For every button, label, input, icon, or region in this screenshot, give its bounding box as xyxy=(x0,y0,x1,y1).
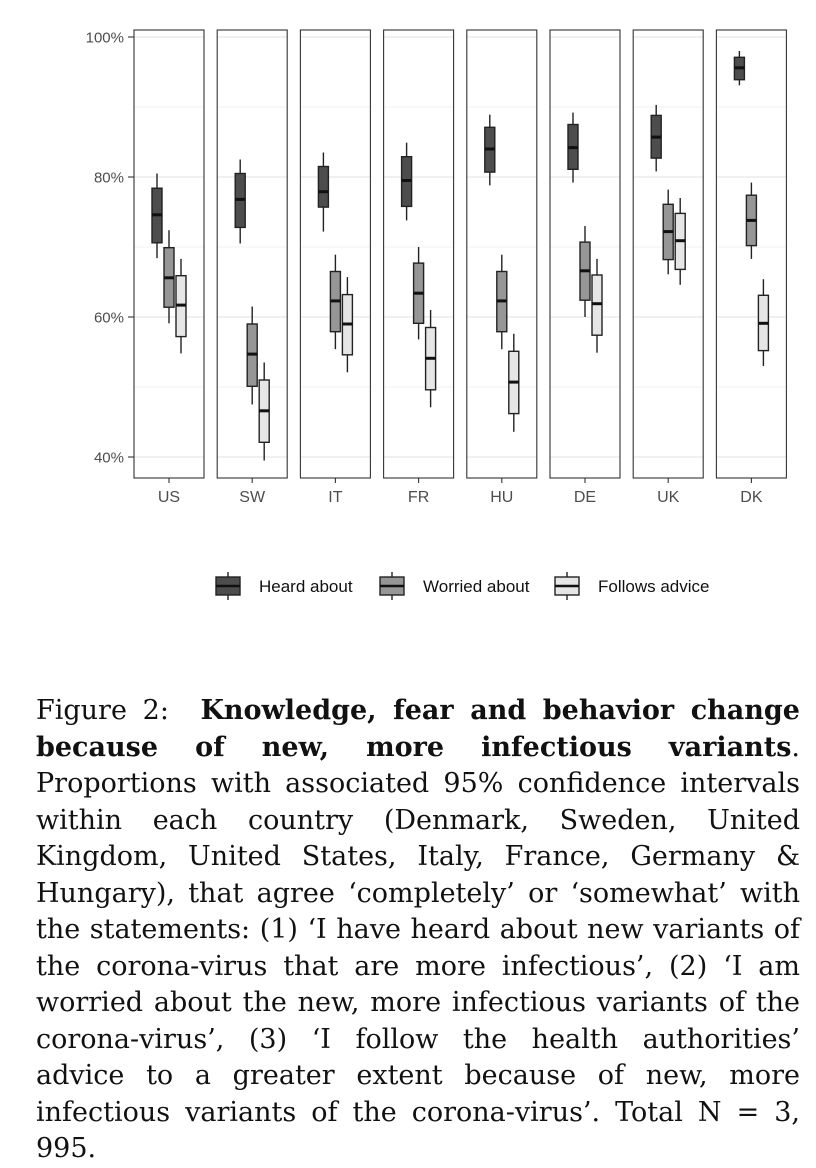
x-tick-label: US xyxy=(157,489,181,506)
caption-body: . Proportions with associated 95% confidence intervals within each country (Denmark, Sweden, United Kingdom, United States, Italy, France, Germany & Hungary), that agree ‘completely’ or ‘somewhat’ with the statements: (1) ‘I have heard about new variants of the corona-virus that are more infectious’, (2) ‘I am worried about the new, more infectious variants of the corona-virus’, (3) ‘I follow the health authorities’ advice to a greater extent because of new, more infectious variants of the corona-virus’. Total xyxy=(36,731,800,1128)
legend-label: Worried about xyxy=(423,577,530,596)
x-tick-label: FR xyxy=(407,489,430,506)
x-tick-label: DE xyxy=(573,489,597,506)
x-tick-label: DK xyxy=(740,489,763,506)
panel-border xyxy=(467,30,537,478)
panel-border xyxy=(300,30,370,478)
caption-title: Knowledge, fear and behavior change because of new, more infectious variants xyxy=(36,695,800,763)
caption-figure-label: Figure 2: xyxy=(36,695,169,726)
box xyxy=(318,167,328,208)
legend-label: Heard about xyxy=(259,577,353,596)
y-tick-label: 80% xyxy=(93,169,124,187)
x-tick-label: SW xyxy=(239,489,266,506)
x-tick-label: UK xyxy=(657,489,680,506)
y-tick-label: 100% xyxy=(85,29,124,47)
panel-border xyxy=(217,30,287,478)
y-tick-label: 60% xyxy=(93,309,124,327)
y-tick-label: 40% xyxy=(93,449,124,467)
caption-total-n: N = 3, 995. xyxy=(36,1096,800,1164)
figure-caption xyxy=(36,693,800,1168)
x-tick-label: HU xyxy=(490,489,514,506)
legend-label: Follows advice xyxy=(598,577,710,596)
x-tick-label: IT xyxy=(328,489,343,506)
